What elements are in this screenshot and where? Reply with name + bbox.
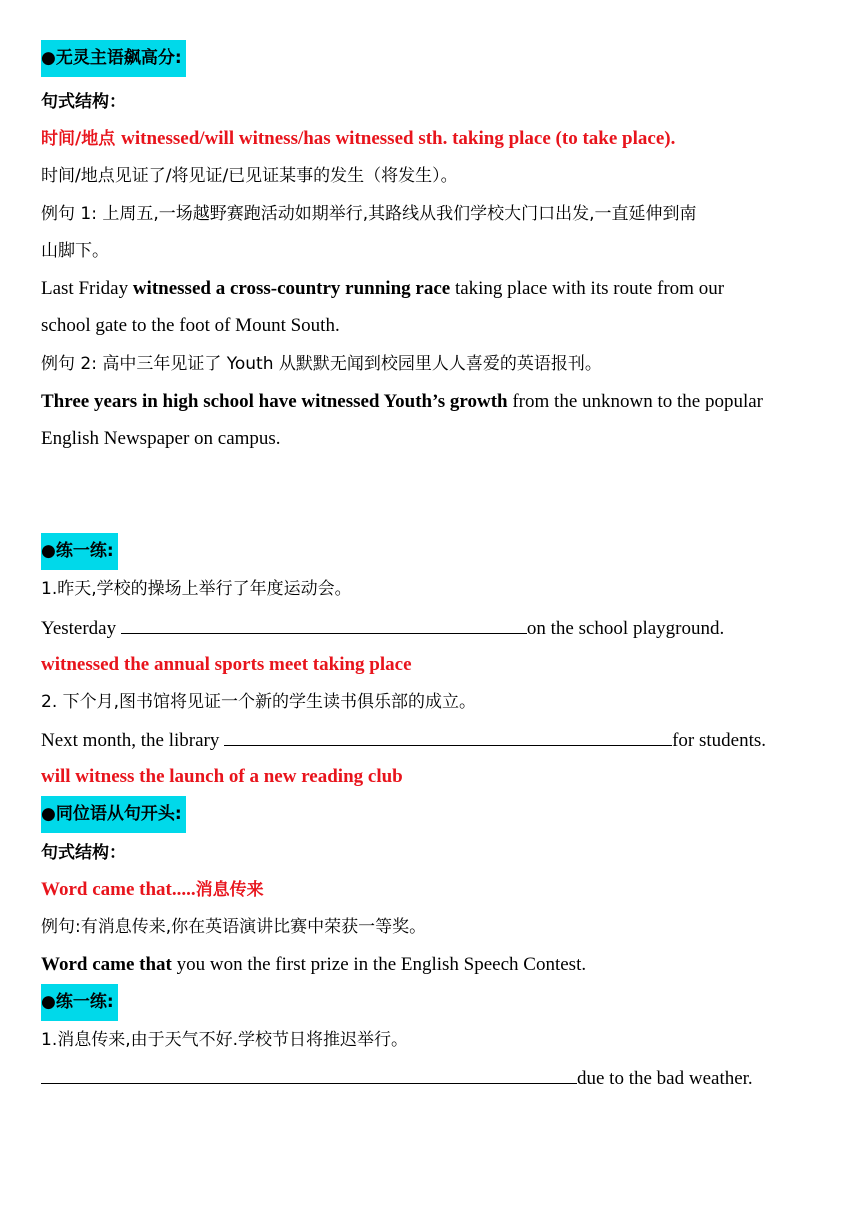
q1-en-post: due to the bad weather.	[577, 1068, 753, 1089]
example1-en-line1	[41, 277, 724, 301]
pattern-en: witnessed/will witness/has witnessed sth. taking place (to take place).	[121, 128, 676, 149]
q2-en-pre: Next month, the library	[41, 730, 225, 751]
practice2-q1-en	[41, 1066, 753, 1091]
practice1-q2-en	[41, 728, 766, 753]
practice1-q2-answer: will witness the launch of a new reading club	[41, 766, 403, 787]
example1-cn-line1: 例句 1: 上周五,一场越野赛跑活动如期举行,其路线从我们学校大门口出发,一直延伸到南	[41, 204, 697, 224]
example-en	[41, 953, 586, 977]
answer-blank[interactable]	[224, 728, 672, 746]
q1-en-post: on the school playground.	[526, 618, 725, 639]
example1-cn-line2: 山脚下。	[41, 241, 109, 261]
q1-en-pre: Yesterday	[41, 618, 121, 639]
structure-label: 句式结构：	[41, 92, 126, 112]
q2-en-post: for students.	[672, 730, 767, 751]
heading-highlight: ●练一练:	[41, 984, 118, 1021]
answer-blank[interactable]	[121, 616, 527, 634]
pattern-meaning: 时间/地点见证了/将见证/已见证某事的发生（将发生）。	[41, 166, 458, 186]
example-en-post: you won the first prize in the English Speech Contest.	[171, 954, 587, 975]
example2-en-bold: Three years in high school have witnessed Youth’s growth	[41, 391, 508, 412]
pattern-en: Word came that.....	[41, 879, 196, 900]
pattern-cn: 消息传来	[195, 880, 264, 900]
practice-heading-2	[41, 984, 118, 1021]
heading-highlight: ●练一练:	[41, 533, 118, 570]
practice1-q1-cn: 1.昨天,学校的操场上举行了年度运动会。	[41, 579, 352, 599]
example1-en-post: taking place with its route from our	[450, 278, 725, 299]
example-en-bold: Word came that	[41, 954, 172, 975]
example1-en-pre: Last Friday	[41, 278, 133, 299]
example2-en-line1	[41, 390, 763, 414]
section-heading-inanimate-subject	[41, 40, 186, 77]
structure-label: 句式结构：	[41, 843, 126, 863]
example2-en-post: from the unknown to the popular	[507, 391, 764, 412]
practice2-q1-cn: 1.消息传来,由于天气不好.学校节日将推迟举行。	[41, 1030, 409, 1050]
heading-highlight: ●无灵主语飙高分:	[41, 40, 186, 77]
example1-en-bold: witnessed a cross-country running race	[132, 278, 451, 299]
practice-heading-1	[41, 533, 118, 570]
answer-blank[interactable]	[41, 1066, 577, 1084]
sentence-pattern	[41, 878, 264, 902]
sentence-pattern	[41, 127, 675, 151]
heading-highlight: ●同位语从句开头:	[41, 796, 186, 833]
example-cn: 例句:有消息传来,你在英语演讲比赛中荣获一等奖。	[41, 917, 427, 937]
practice1-q1-en	[41, 616, 724, 641]
pattern-cn: 时间/地点	[41, 129, 122, 149]
example2-cn: 例句 2: 高中三年见证了 Youth 从默默无闻到校园里人人喜爱的英语报刊。	[41, 354, 602, 374]
example2-en-line2: English Newspaper on campus.	[41, 428, 281, 449]
practice1-q2-cn: 2. 下个月,图书馆将见证一个新的学生读书俱乐部的成立。	[41, 692, 477, 712]
section-heading-appositive-clause	[41, 796, 186, 833]
practice1-q1-answer: witnessed the annual sports meet taking place	[41, 654, 412, 675]
example1-en-line2: school gate to the foot of Mount South.	[41, 315, 340, 336]
